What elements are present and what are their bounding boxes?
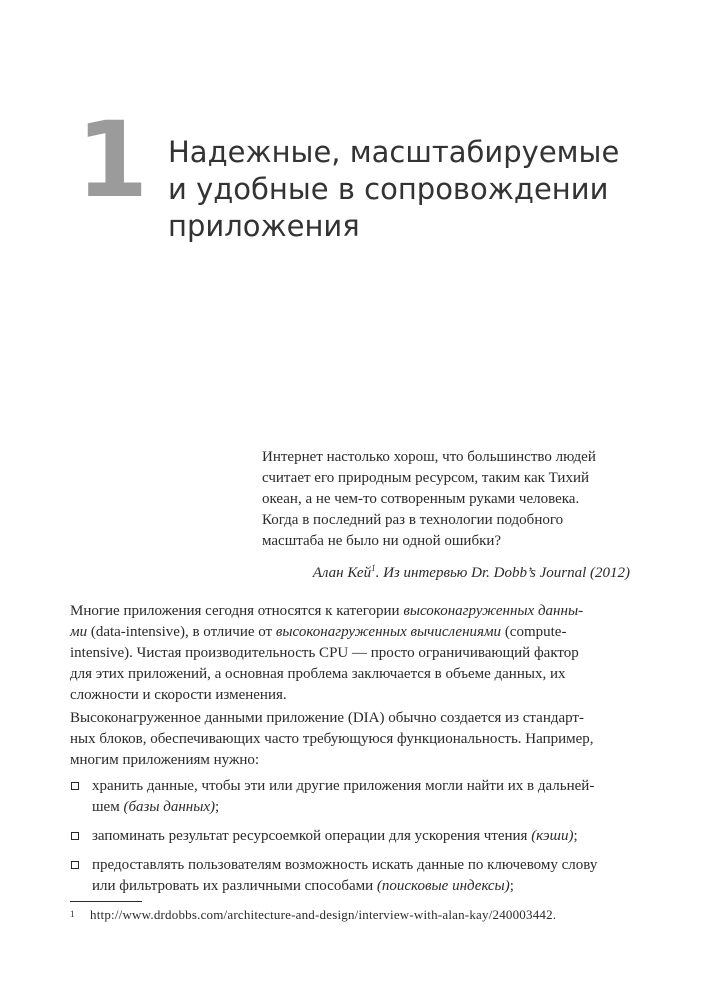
list-item xyxy=(70,826,635,847)
epigraph-attribution xyxy=(262,563,632,584)
epigraph-source: . Из интервью Dr. Dobb’s Journal (2012) xyxy=(375,565,630,581)
list-item xyxy=(70,855,635,897)
epigraph xyxy=(262,447,632,584)
text-line: Высоконагруженное данными приложение (DIA) обычно создается из стандарт- xyxy=(70,710,584,726)
text-run: (data-intensive), в отличие от xyxy=(87,624,276,640)
text-run: Многие приложения сегодня относятся к категории xyxy=(70,603,404,619)
emphasis: ми xyxy=(70,624,88,640)
epigraph-line: океан, а не чем-то сотворенным руками человека. xyxy=(262,491,580,507)
footnote-mark: 1 xyxy=(70,909,75,919)
text-line: сложности и скорости изменения. xyxy=(70,687,287,703)
text-run: ; xyxy=(509,878,514,894)
chapter-title-line: приложения xyxy=(168,209,360,243)
text-line: предоставлять пользователям возможность искать данные по ключевому слову xyxy=(92,857,598,873)
footnote-reference[interactable]: 1 xyxy=(371,563,376,573)
footnote-divider xyxy=(70,901,142,902)
text-run: ; xyxy=(573,828,578,844)
footnote xyxy=(70,906,556,923)
emphasis: высоконагруженных данны- xyxy=(403,603,584,619)
text-run: шем xyxy=(92,799,124,815)
epigraph-line: масштаба не было ни одной ошибки? xyxy=(262,533,502,549)
emphasis: высоконагруженных вычислениями xyxy=(275,624,502,640)
emphasis: (базы данных) xyxy=(123,799,216,815)
text-run: ; xyxy=(215,799,220,815)
text-run: запоминать результат ресурсоемкой операции для ускорения чтения xyxy=(92,828,532,844)
epigraph-line: считает его природным ресурсом, таким как Тихий xyxy=(262,470,590,486)
square-bullet-icon xyxy=(71,861,79,869)
text-line: ных блоков, обеспечивающих часто требующуюся функциональность. Например, xyxy=(70,731,594,747)
paragraph-dia xyxy=(70,708,635,771)
text-line: для этих приложений, а основная проблема заключается в объеме данных, их xyxy=(70,666,566,682)
epigraph-author: Алан Кей xyxy=(312,565,372,581)
chapter-number: 1 xyxy=(76,99,149,221)
text-line: хранить данные, чтобы эти или другие приложения могли найти их в дальней- xyxy=(92,778,595,794)
list-item xyxy=(70,776,635,818)
text-line: intensive). Чистая производительность CPU — просто ограничивающий фактор xyxy=(70,645,579,661)
text-run: или фильтровать их различными способами xyxy=(92,878,377,894)
requirements-list xyxy=(70,776,635,905)
emphasis: (кэши) xyxy=(531,828,574,844)
emphasis: (поисковые индексы) xyxy=(376,878,510,894)
square-bullet-icon xyxy=(71,832,79,840)
chapter-title-line: Надежные, масштабируемые xyxy=(168,135,620,169)
footnote-link[interactable]: http://www.drdobbs.com/architecture-and-design/interview-with-alan-kay/240003442. xyxy=(90,907,557,922)
text-line: многим приложениям нужно: xyxy=(70,752,260,768)
epigraph-line: Интернет настолько хорош, что большинство людей xyxy=(262,449,596,465)
chapter-title xyxy=(168,134,668,245)
text-run: (compute- xyxy=(501,624,567,640)
epigraph-line: Когда в последний раз в технологии подобного xyxy=(262,512,564,528)
chapter-title-line: и удобные в сопровождении xyxy=(168,172,609,206)
square-bullet-icon xyxy=(71,782,79,790)
paragraph-intro xyxy=(70,601,635,706)
